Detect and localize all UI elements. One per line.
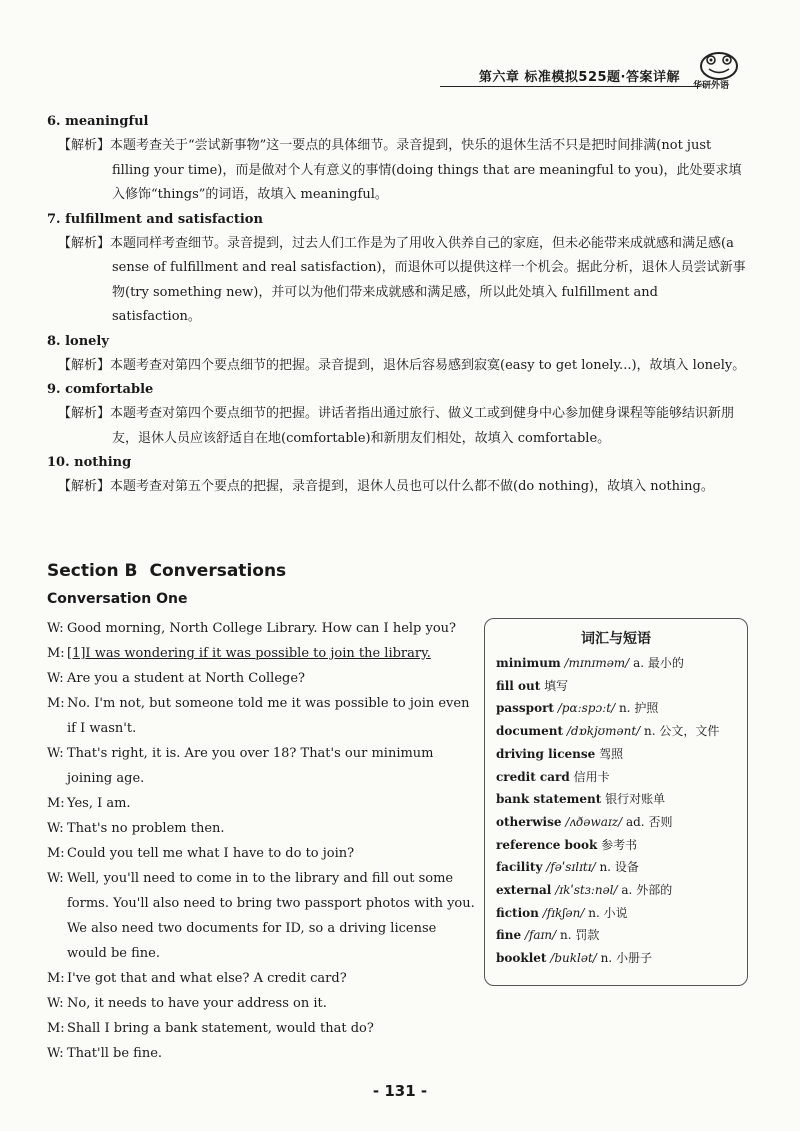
explanation: 【解析】本题考查对第五个要点的把握，录音提到，退休人员也可以什么都不做(do nothing)，故填入 nothing。 (58, 479, 714, 494)
vocabulary-entry: external /ɪkˈstɜːnəl/ a. 外部的 (496, 883, 673, 898)
answer-heading: 7. fulfillment and satisfaction (47, 211, 263, 227)
answer-item (47, 451, 747, 500)
utterance: Could you tell me what I have to do to join? (67, 846, 355, 861)
speaker: W: (47, 871, 64, 886)
dialog-line (47, 741, 475, 791)
dialog-line (47, 1016, 475, 1041)
vocabulary-entry: booklet /buklət/ n. 小册子 (496, 951, 653, 966)
answer-item (47, 378, 747, 451)
answer-heading: 6. meaningful (47, 114, 149, 129)
vocabulary-entry: bank statement 银行对账单 (496, 792, 666, 807)
speaker: M: (47, 646, 65, 661)
explanation: 【解析】本题考查关于“尝试新事物”这一要点的具体细节。录音提到，快乐的退休生活不只是把时间排满(not just filling your time)，而是做对个人有意义的事情(doing things that are meaningful to you)，此处要求填入修饰“things”的词语，故填入 meaningful。 (58, 138, 742, 202)
section-title: Section B Conversations (47, 561, 287, 581)
utterance: That's no problem then. (67, 821, 225, 836)
utterance: That'll be fine. (67, 1046, 163, 1061)
speaker: M: (47, 846, 65, 861)
speaker: W: (47, 621, 64, 636)
answer-heading: 9. comfortable (47, 382, 154, 397)
vocabulary-entry: fine /faɪn/ n. 罚款 (496, 928, 600, 943)
page-header (440, 62, 740, 90)
utterance: Yes, I am. (67, 796, 131, 811)
utterance: Shall I bring a bank statement, would that do? (67, 1021, 374, 1036)
vocabulary-list (485, 652, 747, 970)
vocabulary-entry: driving license 驾照 (496, 746, 624, 761)
vocabulary-title: 词汇与短语 (581, 631, 651, 647)
explanation: 【解析】本题考查对第四个要点细节的把握。录音提到，退休后容易感到寂寞(easy to get lonely...)，故填入 lonely。 (58, 357, 746, 373)
answer-heading: 10. nothing (47, 455, 132, 470)
answer-explanations (47, 110, 747, 500)
vocabulary-entry: document /dɒkjʊmənt/ n. 公文，文件 (496, 724, 720, 739)
answer-item (47, 330, 747, 379)
speaker: W: (47, 1046, 64, 1061)
answer-item (47, 208, 747, 330)
dialog-line (47, 816, 475, 841)
utterance: I've got that and what else? A credit card? (67, 971, 347, 986)
dialog-line (47, 1041, 475, 1066)
vocabulary-entry: otherwise /ʌðəwaɪz/ ad. 否则 (496, 814, 673, 829)
speaker: W: (47, 821, 64, 836)
speaker: W: (47, 996, 64, 1011)
header-rule (440, 86, 700, 87)
speaker: M: (47, 1021, 65, 1036)
utterance: [1]I was wondering if it was possible to join the library. (67, 646, 431, 661)
utterance: Well, you'll need to come in to the library and fill out some forms. You'll also need to bring two passport photos with you. We also need two documents for ID, so a driving license would be fine. (67, 871, 475, 961)
utterance: That's right, it is. Are you over 18? That's our minimum joining age. (67, 746, 434, 786)
conversation-title: Conversation One (47, 591, 188, 607)
answer-item (47, 110, 747, 208)
dialog-line (47, 666, 475, 691)
vocabulary-entry: facility /fəˈsɪlɪtɪ/ n. 设备 (496, 860, 639, 875)
speaker: M: (47, 971, 65, 986)
chapter-title: 第六章 标准模拟525题·答案详解 (478, 70, 680, 85)
explanation: 【解析】本题同样考查细节。录音提到，过去人们工作是为了用收入供养自己的家庭，但未必能带来成就感和满足感(a sense of fulfillment and real satisfaction)，而退休可以提供这样一个机会。据此分析，退休人员尝试新事物(try something new)，并可以为他们带来成就感和满足感，所以此处填入 fulfillment and satisfaction。 (58, 235, 746, 324)
speaker: W: (47, 671, 64, 686)
vocabulary-entry: minimum /mɪnɪməm/ a. 最小的 (496, 656, 684, 670)
vocabulary-entry: passport /pɑːspɔːt/ n. 护照 (496, 701, 659, 716)
explanation: 【解析】本题考查对第四个要点细节的把握。讲话者指出通过旅行、做义工或到健身中心参加健身课程等能够结识新朋友，退休人员应该舒适自在地(comfortable)和新朋友们相处，故填入 comfortable。 (58, 406, 735, 446)
utterance: Good morning, North College Library. How can I help you? (67, 621, 457, 636)
answer-heading: 8. lonely (47, 333, 109, 349)
dialog-line (47, 966, 475, 991)
speaker: M: (47, 796, 65, 811)
dialog-line (47, 991, 475, 1016)
vocabulary-entry: reference book 参考书 (496, 837, 638, 852)
speaker: W: (47, 746, 64, 761)
dialog-line (47, 791, 475, 816)
dialog-line (47, 691, 475, 741)
utterance: Are you a student at North College? (67, 671, 306, 686)
vocabulary-entry: fiction /fɪkʃən/ n. 小说 (496, 905, 628, 920)
conversation-transcript (47, 616, 475, 1066)
dialog-line (47, 641, 475, 666)
speaker: M: (47, 696, 65, 711)
page-number: - 131 - (372, 1082, 428, 1100)
vocabulary-entry: fill out 填写 (496, 678, 569, 693)
dialog-line (47, 841, 475, 866)
utterance: No. I'm not, but someone told me it was possible to join even if I wasn't. (67, 696, 470, 736)
vocabulary-box (484, 618, 748, 986)
vocabulary-entry: credit card 信用卡 (496, 769, 610, 784)
dialog-line (47, 616, 475, 641)
logo-text: 华研外语 (693, 81, 730, 91)
dialog-line (47, 866, 475, 966)
utterance: No, it needs to have your address on it. (67, 996, 327, 1011)
